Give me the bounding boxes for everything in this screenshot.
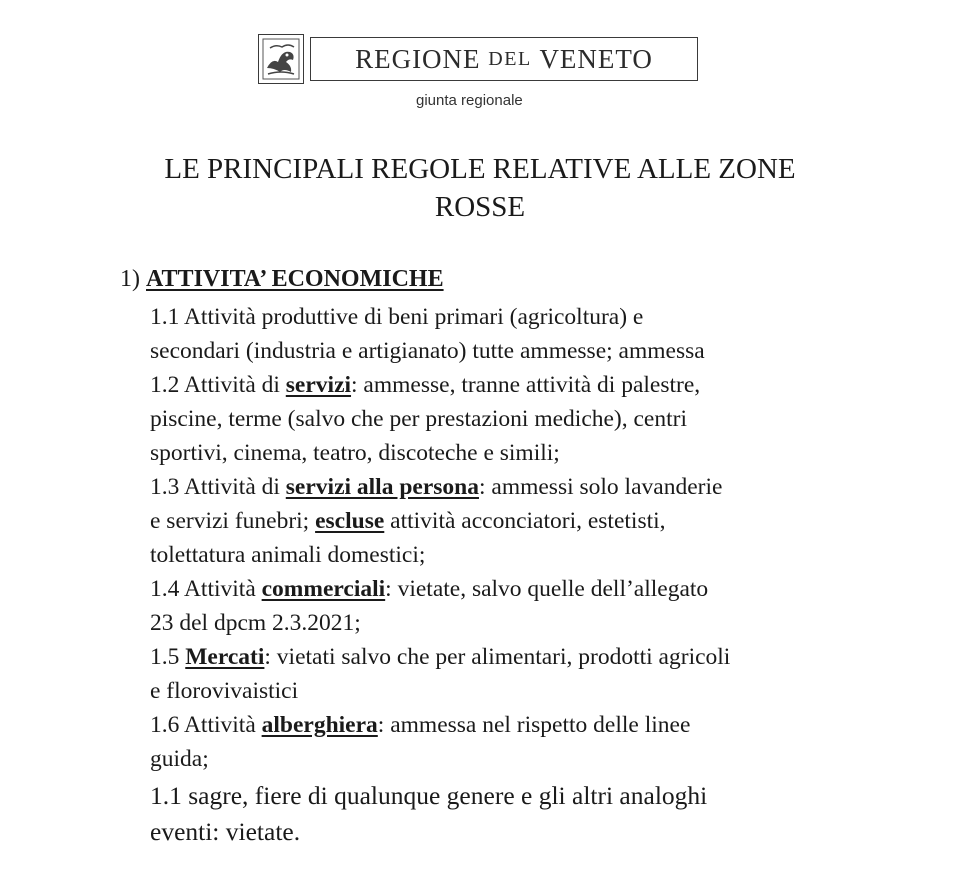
item-keyword: escluse (315, 508, 385, 534)
item-line: sportivi, cinema, teatro, discoteche e simili; (150, 440, 560, 466)
region-name-part2: VENETO (539, 43, 653, 74)
rules-list (150, 300, 890, 850)
item-line: piscine, terme (salvo che per prestazioni mediche), centri (150, 406, 688, 432)
item-text: : vietate, salvo quelle dell’allegato (385, 576, 709, 602)
item-text: e servizi funebri; (150, 508, 316, 534)
list-item (150, 778, 890, 850)
item-text: 1.3 Attività di (150, 474, 286, 500)
section-title: ATTIVITA’ ECONOMICHE (146, 266, 444, 292)
item-line (150, 640, 890, 674)
item-line: e florovivaistici (150, 678, 299, 704)
lion-seal-icon (258, 34, 304, 84)
list-item (150, 708, 890, 776)
list-item (150, 470, 890, 572)
item-line: eventi: vietate. (150, 817, 301, 846)
section-number: 1) (120, 266, 146, 292)
item-keyword: Mercati (185, 644, 265, 670)
item-text: 1.2 Attività di (150, 372, 286, 398)
list-item (150, 368, 890, 470)
item-line: secondari (industria e artigianato) tutte ammesse; ammessa (150, 338, 705, 364)
logo-subtitle: giunta regionale (416, 92, 523, 109)
item-line: 23 del dpcm 2.3.2021; (150, 610, 361, 636)
item-text: : ammessi solo lavanderie (478, 474, 723, 500)
item-line: tolettatura animali domestici; (150, 542, 426, 568)
item-line (150, 470, 890, 504)
item-keyword: servizi (285, 372, 352, 398)
item-text: 1.4 Attività (150, 576, 262, 602)
list-item (150, 640, 890, 708)
item-line (150, 572, 890, 606)
item-line: 1.1 sagre, fiere di qualunque genere e gli altri analoghi (150, 781, 708, 810)
item-text: attività acconciatori, estetisti, (384, 508, 666, 534)
item-line (150, 504, 890, 538)
item-text: : vietati salvo che per alimentari, prodotti agricoli (264, 644, 731, 670)
title-line-2: ROSSE (434, 191, 526, 223)
list-item (150, 300, 890, 368)
item-keyword: alberghiera (261, 712, 378, 738)
item-text: : ammessa nel rispetto delle linee (377, 712, 691, 738)
item-keyword: servizi alla persona (285, 474, 479, 500)
region-name-part1: REGIONE (355, 43, 481, 74)
title-line-1: LE PRINCIPALI REGOLE RELATIVE ALLE ZONE (164, 153, 796, 185)
item-keyword: commerciali (261, 576, 386, 602)
item-text: : ammesse, tranne attività di palestre, (351, 372, 701, 398)
list-item (150, 572, 890, 640)
document-title (0, 150, 960, 226)
item-line: guida; (150, 746, 209, 772)
item-text: 1.6 Attività (150, 712, 262, 738)
region-name (310, 37, 698, 81)
region-logo (258, 34, 698, 84)
item-line (150, 708, 890, 742)
item-text: 1.5 (150, 644, 186, 670)
region-name-connector: DEL (488, 47, 532, 70)
item-line (150, 368, 890, 402)
section-heading (120, 262, 444, 296)
item-line: 1.1 Attività produttive di beni primari (agricoltura) e (150, 304, 644, 330)
